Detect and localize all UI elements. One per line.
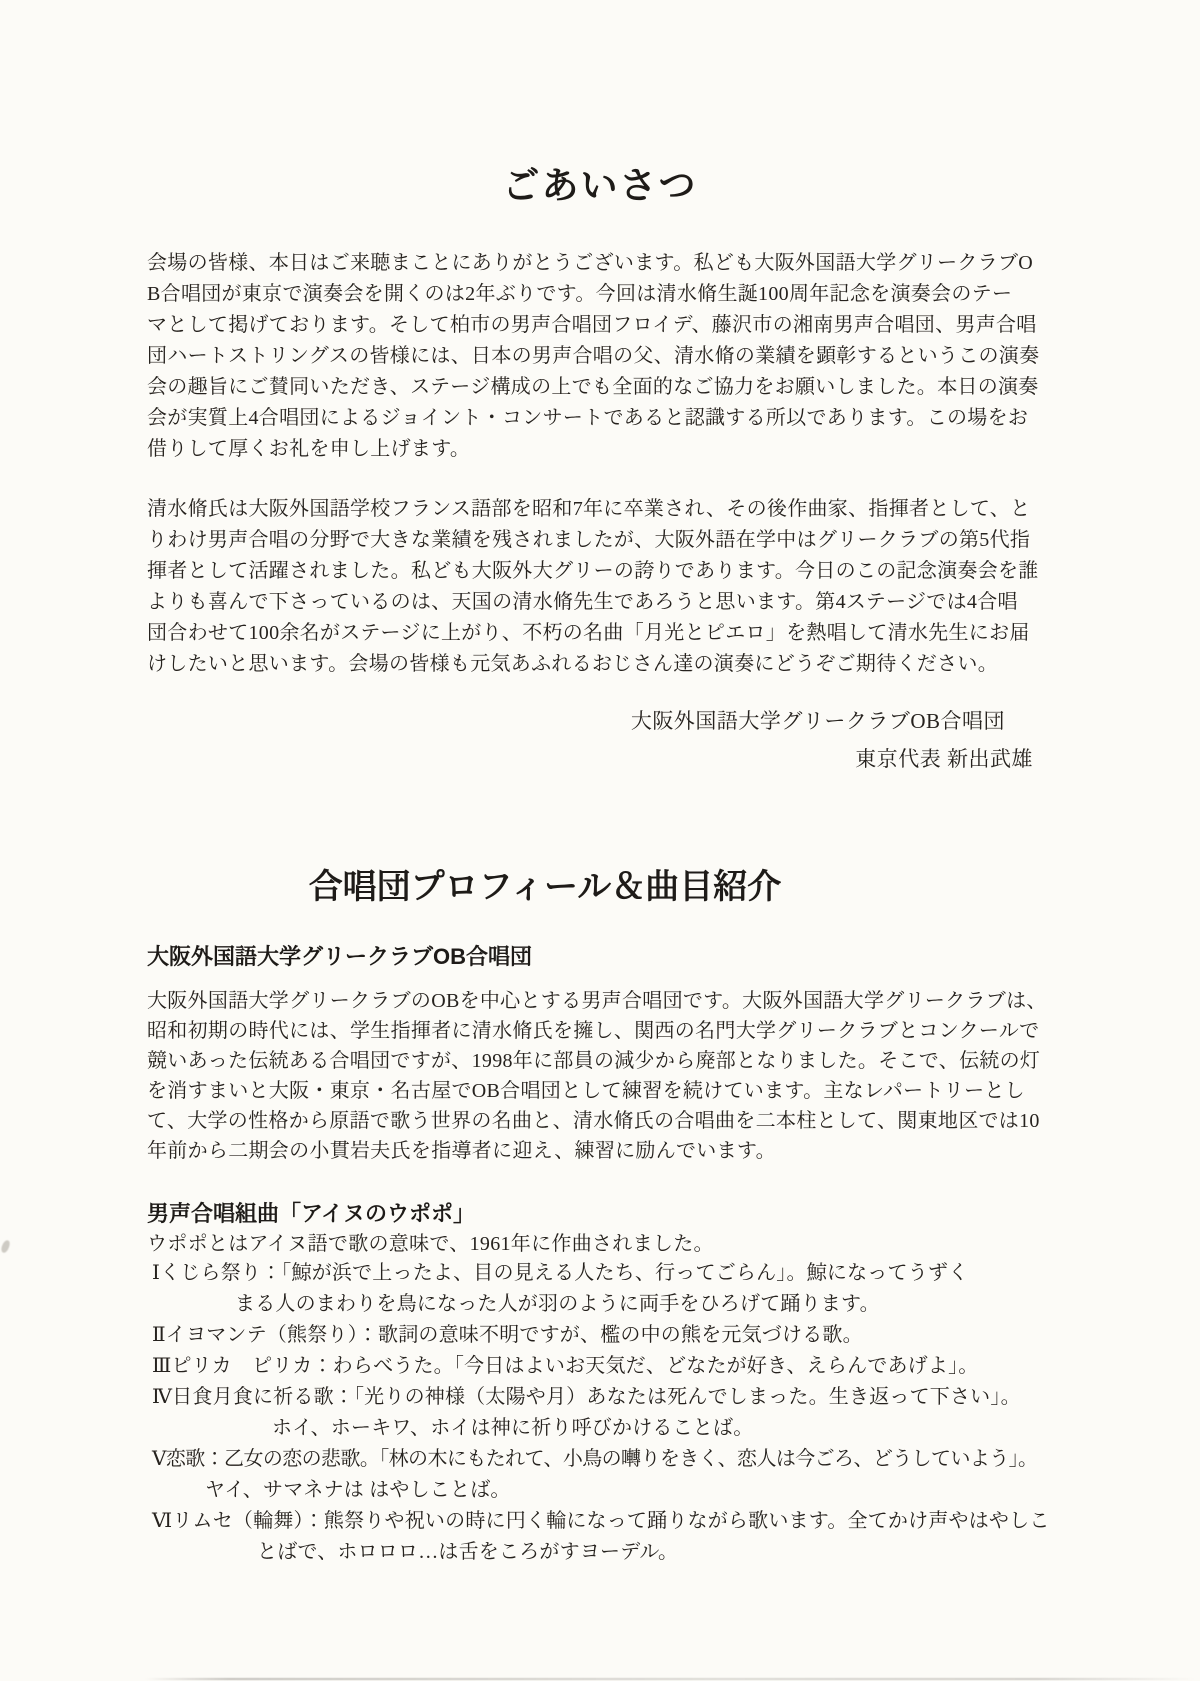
choir-profile-paragraph [147, 986, 1062, 1166]
greeting-title: ごあいさつ [502, 165, 698, 206]
movement-line: Ⅳ日食月食に祈る歌：「光りの神様（太陽や月）あなたは死んでしまった。生き返って下さい」。 [152, 1386, 1021, 1408]
text-line: 借りして厚くお礼を申し上げます。 [147, 438, 471, 460]
text-line: 団ハートストリングスの皆様には、日本の男声合唱の父、清水脩の業績を顕彰するというこの演奏 [147, 345, 1040, 367]
movement-line: ホイ、ホーキワ、ホイは神に祈り呼びかけることば。 [272, 1417, 754, 1439]
text-line: て、大学の性格から原語で歌う世界の名曲と、清水脩氏の合唱曲を二本柱として、関東地区では10 [147, 1110, 1040, 1132]
movement-line: Ⅴ恋歌：乙女の恋の悲歌。「林の木にもたれて、小鳥の囀りをきく、恋人は今ごろ、どうしていよう」。 [152, 1448, 1038, 1470]
text-line: マとして掲げております。そして柏市の男声合唱団フロイデ、藤沢市の湘南男声合唱団、男声合唱 [147, 314, 1037, 336]
movement-list [147, 1258, 1087, 1568]
greeting-paragraph-1 [147, 248, 1062, 465]
movement-line: Ⅰくじら祭り：「鯨が浜で上ったよ、目の見える人たち、行ってごらん」。鯨になってうずく [152, 1262, 969, 1284]
text-line: 会が実質上4合唱団によるジョイント・コンサートであると認識する所以であります。この場をお [147, 407, 1029, 429]
signature-block [0, 706, 1033, 775]
movement-line: Ⅱイヨマンテ（熊祭り）：歌詞の意味不明ですが、檻の中の熊を元気づける歌。 [152, 1324, 863, 1346]
text-line: 揮者として活躍されました。私ども大阪外大グリーの誇りであります。今日のこの記念演奏会を誰 [147, 560, 1039, 582]
choir-profile-heading: 大阪外国語大学グリークラブOB合唱団 [147, 944, 533, 969]
text-line: 団合わせて100余名がステージに上がり、不朽の名曲「月光とピエロ」を熱唱して清水先生にお届 [147, 622, 1030, 644]
text-line: 会場の皆様、本日はご来聴まことにありがとうございます。私ども大阪外国語大学グリークラブO [147, 252, 1034, 274]
movement-line: とばで、ホロロロ…は舌をころがすヨーデル。 [257, 1541, 679, 1563]
text-line: けしたいと思います。会場の皆様も元気あふれるおじさん達の演奏にどうぞご期待ください。 [147, 653, 998, 675]
text-line: 昭和初期の時代には、学生指揮者に清水脩氏を擁し、関西の名門大学グリークラブとコンクールで [147, 1020, 1040, 1042]
text-line: 清水脩氏は大阪外国語学校フランス語部を昭和7年に卒業され、その後作曲家、指揮者として、と [147, 498, 1031, 520]
movement-line: Ⅲピリカ ピリカ：わらべうた。「今日はよいお天気だ、どなたが好き、えらんであげよ」。 [152, 1355, 979, 1377]
text-line: ウポポとはアイヌ語で歌の意味で、1961年に作曲されました。 [147, 1233, 714, 1255]
scan-bottom-edge-artifact [145, 1678, 1195, 1680]
text-line: 年前から二期会の小貫岩夫氏を指導者に迎え、練習に励んでいます。 [147, 1140, 776, 1162]
movement-line: まる人のまわりを鳥になった人が羽のように両手をひろげて踊ります。 [235, 1293, 880, 1315]
text-line: よりも喜んで下さっているのは、天国の清水脩先生であろうと思います。第4ステージでは4合唱 [147, 591, 1018, 613]
text-line: 競いあった伝統ある合唱団ですが、1998年に部員の減少から廃部となりました。そこで、伝統の灯 [147, 1050, 1041, 1072]
movement-line: Ⅵリムセ（輪舞）：熊祭りや祝いの時に円く輪になって踊りながら歌います。全てかけ声やはやしこ [152, 1510, 1050, 1532]
signature-organization: 大阪外国語大学グリークラブOB合唱団 [630, 709, 1005, 733]
signature-name: 東京代表 新出武雄 [855, 747, 1033, 771]
profile-section-title: 合唱団プロフィール＆曲目紹介 [308, 868, 782, 906]
text-line: りわけ男声合唱の分野で大きな業績を残されましたが、大阪外語在学中はグリークラブの第5代指 [147, 529, 1031, 551]
text-line: B合唱団が東京で演奏会を開くのは2年ぶりです。今回は清水脩生誕100周年記念を演奏会のテー [147, 283, 1013, 305]
suite-heading: 男声合唱組曲「アイヌのウポポ」 [147, 1201, 476, 1226]
text-line: 会の趣旨にご賛同いただき、ステージ構成の上でも全面的なご協力をお願いしました。本日の演奏 [147, 376, 1039, 398]
scan-speck-artifact [0, 1239, 11, 1254]
text-line: を消すまいと大阪・東京・名古屋でOB合唱団として練習を続けています。主なレパートリーとし [147, 1080, 1025, 1102]
greeting-paragraph-2 [147, 494, 1062, 680]
suite-note [147, 1229, 1062, 1260]
text-line: 大阪外国語大学グリークラブのOBを中心とする男声合唱団です。大阪外国語大学グリークラブは、 [147, 990, 1047, 1012]
movement-line: ヤイ、サマネナは はやしことば。 [205, 1479, 511, 1501]
